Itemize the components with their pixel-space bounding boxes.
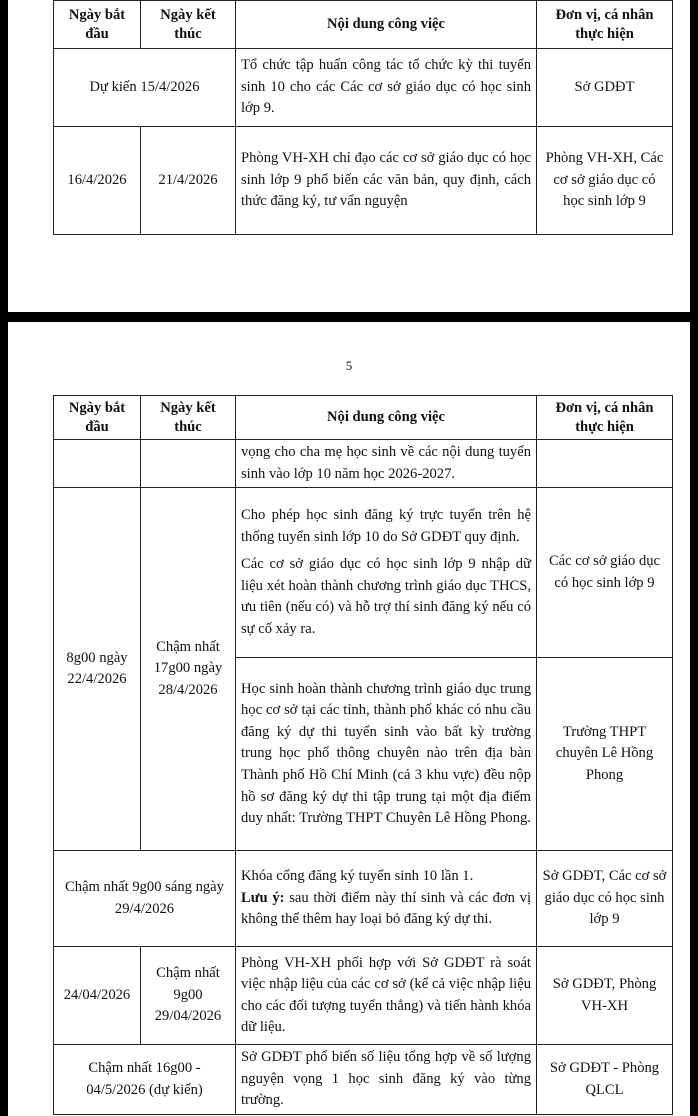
header-content: Nội dung công việc [236,396,537,440]
header-content: Nội dung công việc [236,1,537,49]
start-date-cell: 24/04/2026 [54,947,141,1045]
table-row [54,851,673,947]
start-date-cell [54,440,141,488]
continuation-content-cell: vọng cho cha mẹ học sinh về các nội dung tuyển sinh vào lớp 10 năm học 2026-2027. [236,440,537,488]
end-date-cell [141,440,236,488]
header-end-date: Ngày kết thúc [141,1,236,49]
date-cell: Dự kiến 15/4/2026 [54,49,236,127]
content-paragraph: Các cơ sở giáo dục có học sinh lớp 9 nhập dữ liệu xét hoàn thành chương trình giáo dục THCS, ưu tiên (nếu có) và hỗ trợ thí sinh đăng ký nếu có sự cố xảy ra. [241,556,531,637]
end-date-cell: Chậm nhất 9g00 29/04/2026 [141,947,236,1045]
unit-cell: Các cơ sở giáo dục có học sinh lớp 9 [537,488,673,658]
page-number: 5 [345,358,353,373]
content-text: Khóa cổng đăng ký tuyển sinh 10 lần 1. [241,868,474,885]
unit-cell: Trường THPT chuyên Lê Hồng Phong [537,658,673,851]
note-text: sau thời điểm này thí sinh và các đơn vị không thể thêm hay loại bỏ đăng ký dự thi. [241,889,531,928]
table-row [54,488,673,658]
table-row [54,947,673,1045]
header-end-date: Ngày kết thúc [141,396,236,440]
unit-cell: Sở GDĐT - Phòng QLCL [537,1045,673,1115]
table-row [54,440,673,488]
table-header-row [54,1,673,49]
table-row [54,1045,673,1115]
unit-cell: Sở GDĐT [537,49,673,127]
content-cell [236,488,537,658]
start-date-cell: 16/4/2026 [54,127,141,235]
schedule-table-page1 [53,0,673,235]
content-cell: Học sinh hoàn thành chương trình giáo dục trung học cơ sở tại các tỉnh, thành phố khác có nhu cầu đăng ký dự thi tuyển sinh vào bất kỳ trường trung học phổ thông chuyên nào trên địa bàn Thành phố Hồ Chí Minh (cả 3 khu vực) đều nộp hồ sơ đăng ký dự thi tập trung tại một địa điểm duy nhất: Trường THPT Chuyên Lê Hồng Phong. [236,658,537,851]
content-cell: Sở GDĐT phổ biến số liệu tổng hợp về số lượng nguyện vọng 1 học sinh đăng ký vào từng trường. [236,1045,537,1115]
content-cell: Phòng VH-XH chỉ đạo các cơ sở giáo dục có học sinh lớp 9 phổ biến các văn bản, quy định, cách thức đăng ký, tư vấn nguyện [236,127,537,235]
schedule-table-page2 [53,395,673,1115]
date-cell: Chậm nhất 16g00 - 04/5/2026 (dự kiến) [54,1045,236,1115]
table-row [54,127,673,235]
unit-cell [537,440,673,488]
header-unit: Đơn vị, cá nhân thực hiện [537,396,673,440]
page-sheet-2 [8,322,690,1116]
unit-cell: Sở GDĐT, Các cơ sở giáo dục có học sinh lớp 9 [537,851,673,947]
content-cell: Tổ chức tập huấn công tác tổ chức kỳ thi tuyển sinh 10 cho các Các cơ sở giáo dục có học sinh lớp 9. [236,49,537,127]
header-unit: Đơn vị, cá nhân thực hiện [537,1,673,49]
unit-cell: Phòng VH-XH, Các cơ sở giáo dục có học sinh lớp 9 [537,127,673,235]
table-header-row [54,396,673,440]
note-label: Lưu ý: [241,889,285,906]
page-sheet-1 [8,0,690,312]
end-date-cell: Chậm nhất 17g00 ngày 28/4/2026 [141,488,236,851]
content-cell [236,851,537,947]
unit-cell: Sở GDĐT, Phòng VH-XH [537,947,673,1045]
content-paragraph: Cho phép học sinh đăng ký trực tuyến trên hệ thống tuyển sinh lớp 10 do Sở GDĐT quy định. [241,506,531,545]
start-date-cell: 8g00 ngày 22/4/2026 [54,488,141,851]
header-start-date: Ngày bắt đầu [54,1,141,49]
date-cell: Chậm nhất 9g00 sáng ngày 29/4/2026 [54,851,236,947]
end-date-cell: 21/4/2026 [141,127,236,235]
content-cell: Phòng VH-XH phối hợp với Sở GDĐT rà soát việc nhập liệu của các cơ sở (kể cả việc nhập liệu cho các đối tượng tuyển thẳng) và tiến hành khóa dữ liệu. [236,947,537,1045]
header-start-date: Ngày bắt đầu [54,396,141,440]
table-row [54,49,673,127]
